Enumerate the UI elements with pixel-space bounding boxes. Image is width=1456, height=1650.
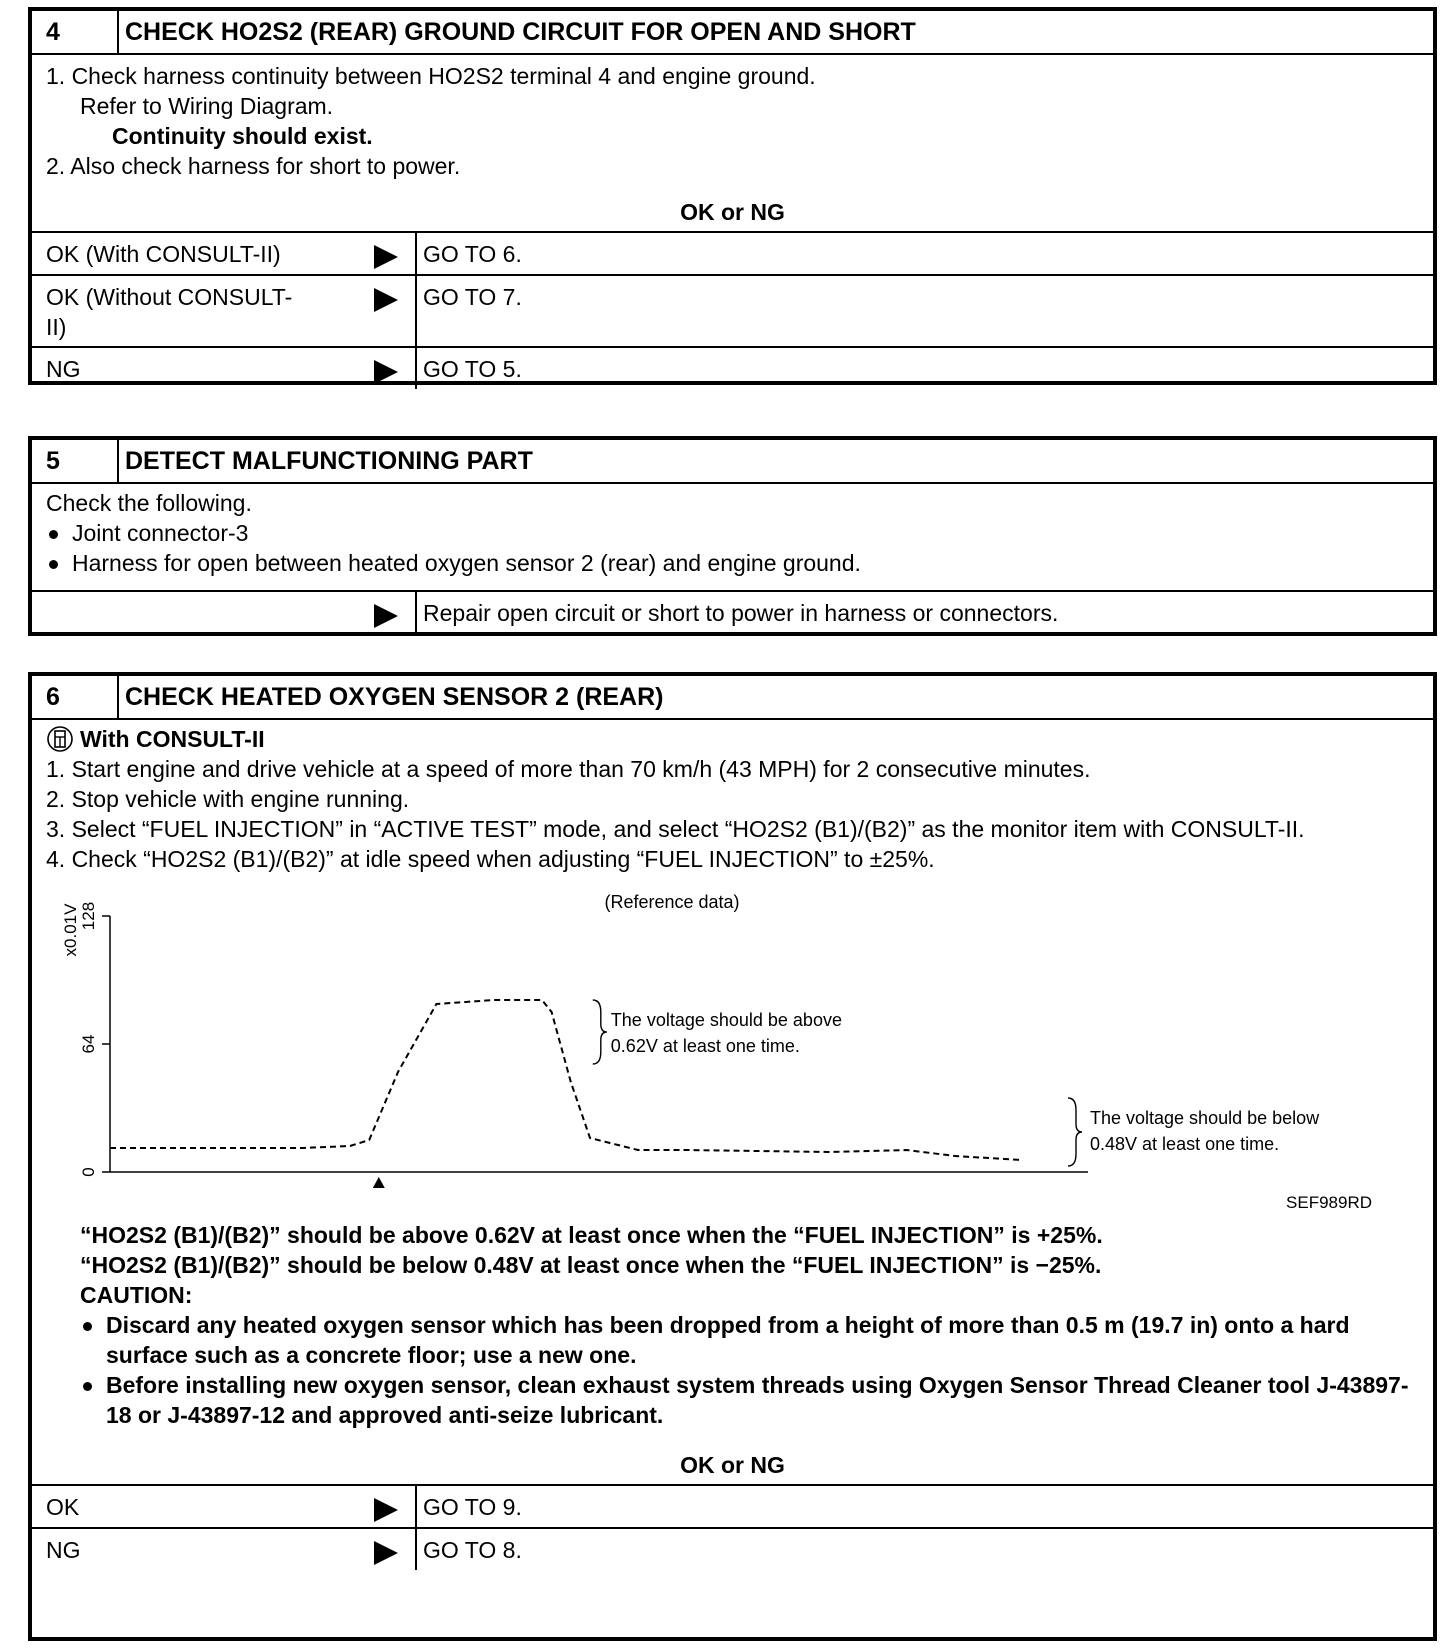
- result-condition: OK: [46, 1494, 80, 1520]
- step-title: CHECK HEATED OXYGEN SENSOR 2 (REAR): [125, 683, 664, 711]
- step-title: DETECT MALFUNCTIONING PART: [125, 447, 533, 475]
- caution-label: CAUTION:: [80, 1282, 193, 1308]
- result-condition: [32, 276, 374, 346]
- caution-item: Before installing new oxygen sensor, clean exhaust system threads using Oxygen Sensor Thread Cleaner tool J-43897-18 or J-43897-12 and approved anti-seize lubricant.: [80, 1370, 1409, 1430]
- y-axis-label: x0.01V: [61, 903, 80, 957]
- step-6-notes: [32, 1220, 1433, 1430]
- y-tick-label: 64: [79, 1034, 98, 1054]
- annotation-text: The voltage should be below: [1090, 1108, 1320, 1128]
- y-tick-label: 0: [79, 1167, 98, 1177]
- result-action: GO TO 6.: [423, 241, 522, 267]
- instruction-line: Check the following.: [46, 490, 252, 516]
- step-4-header: [32, 11, 1433, 55]
- list-item: Joint connector-3: [46, 518, 1419, 548]
- consult-heading: [46, 724, 1419, 754]
- brace-low: [1068, 1098, 1082, 1166]
- instruction-line: 1. Start engine and drive vehicle at a speed of more than 70 km/h (43 MPH) for 2 consecutive minutes.: [46, 756, 1091, 782]
- step-number: 5: [32, 440, 119, 482]
- result-condition: NG: [46, 1537, 81, 1563]
- expected-result: Continuity should exist.: [112, 123, 373, 149]
- instruction-line: 2. Stop vehicle with engine running.: [46, 786, 410, 812]
- voltage-series-line: [110, 1000, 1022, 1160]
- condition-line: II): [46, 314, 67, 340]
- step-6-header: [32, 676, 1433, 720]
- result-row: [32, 231, 1433, 274]
- list-item: Harness for open between heated oxygen sensor 2 (rear) and engine ground.: [46, 548, 1419, 578]
- figure-id: SEF989RD: [1286, 1193, 1372, 1212]
- result-condition: NG: [46, 356, 81, 382]
- step-6-content: [32, 720, 1433, 874]
- caution-item: Discard any heated oxygen sensor which has been dropped from a height of more than 0.5 m (19.7 in) onto a hard surface such as a concrete floor; use a new one.: [80, 1310, 1409, 1370]
- note-line: “HO2S2 (B1)/(B2)” should be above 0.62V at least once when the “FUEL INJECTION” is +25%.: [80, 1222, 1103, 1248]
- step-5-box: [28, 436, 1437, 636]
- result-action: GO TO 8.: [423, 1537, 522, 1563]
- result-row: [32, 1527, 1433, 1570]
- arrow-right-icon: [374, 348, 417, 389]
- result-condition: [32, 592, 374, 634]
- annotation-text: 0.62V at least one time.: [610, 1036, 800, 1056]
- result-condition: OK (With CONSULT-II): [46, 241, 281, 267]
- triangle-marker-icon: [373, 1177, 385, 1188]
- result-row: [32, 274, 1433, 346]
- y-tick-label: 128: [79, 901, 98, 931]
- ok-or-ng-label: OK or NG: [680, 199, 785, 225]
- result-action: GO TO 7.: [423, 284, 522, 310]
- instruction-line: 1. Check harness continuity between HO2S2 terminal 4 and engine ground.: [46, 63, 816, 89]
- instruction-line: 2. Also check harness for short to power.: [46, 153, 461, 179]
- ok-or-ng-label: OK or NG: [680, 1452, 785, 1478]
- result-action: GO TO 9.: [423, 1494, 522, 1520]
- step-5-content: [32, 484, 1433, 590]
- reference-voltage-chart: [46, 880, 1426, 1220]
- brace-high: [593, 1000, 607, 1064]
- result-action: Repair open circuit or short to power in harness or connectors.: [423, 600, 1059, 626]
- chart-title: (Reference data): [604, 892, 740, 912]
- instruction-line: Refer to Wiring Diagram.: [80, 93, 334, 119]
- annotation-text: 0.48V at least one time.: [1090, 1134, 1280, 1154]
- arrow-right-icon: [374, 1486, 417, 1527]
- step-6-box: [28, 672, 1437, 1641]
- result-row: [32, 346, 1433, 389]
- instruction-line: 4. Check “HO2S2 (B1)/(B2)” at idle speed when adjusting “FUEL INJECTION” to ±25%.: [46, 846, 935, 872]
- note-line: “HO2S2 (B1)/(B2)” should be below 0.48V at least once when the “FUEL INJECTION” is −25%.: [80, 1252, 1102, 1278]
- step-number: 6: [32, 676, 119, 718]
- step-4-box: [28, 7, 1437, 385]
- annotation-text: The voltage should be above: [610, 1010, 842, 1030]
- result-row: [32, 590, 1433, 634]
- step-5-header: [32, 440, 1433, 484]
- arrow-right-icon: [374, 276, 417, 346]
- step-title: CHECK HO2S2 (REAR) GROUND CIRCUIT FOR OPEN AND SHORT: [125, 18, 916, 46]
- arrow-right-icon: [374, 1529, 417, 1570]
- consult-label: With CONSULT-II: [80, 726, 265, 752]
- arrow-right-icon: [374, 233, 417, 274]
- arrow-right-icon: [374, 592, 417, 634]
- step-number: 4: [32, 11, 119, 53]
- result-row: [32, 1484, 1433, 1527]
- instruction-line: 3. Select “FUEL INJECTION” in “ACTIVE TEST” mode, and select “HO2S2 (B1)/(B2)” as the monitor item with CONSULT-II.: [46, 816, 1305, 842]
- step-4-content: [32, 55, 1433, 191]
- condition-line: OK (Without CONSULT-: [46, 284, 293, 310]
- result-action: GO TO 5.: [423, 356, 522, 382]
- consult-icon: [46, 725, 74, 753]
